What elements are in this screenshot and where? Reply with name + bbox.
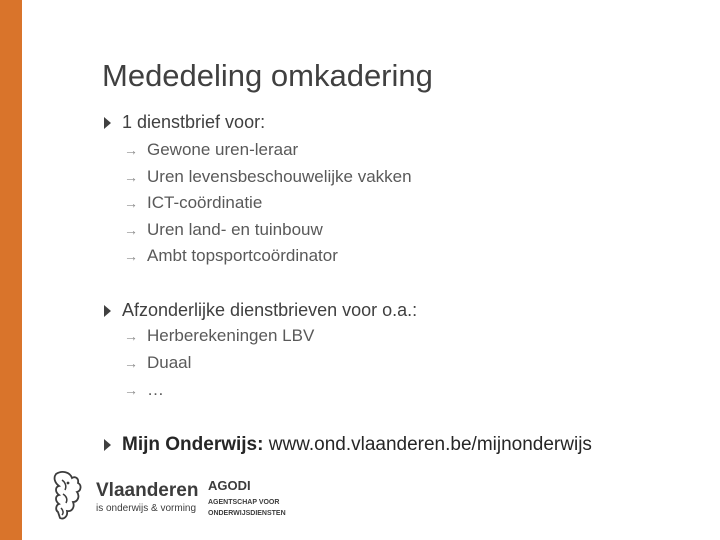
list-item	[124, 380, 164, 400]
flemish-lion-icon	[48, 468, 88, 524]
bullet-mijn-onderwijs	[104, 434, 592, 456]
vlaanderen-tagline: is onderwijs & vorming	[96, 503, 197, 514]
bullet-bold-label: Mijn Onderwijs:	[122, 434, 264, 455]
list-item	[124, 167, 412, 187]
agodi-line: ONDERWIJSDIENSTEN	[208, 510, 286, 517]
arrow-icon: →	[124, 382, 138, 398]
arrow-icon: →	[124, 328, 138, 344]
arrow-icon: →	[124, 222, 138, 238]
footer-logos	[48, 468, 298, 524]
vlaanderen-logo-text: Vlaanderen	[96, 480, 199, 501]
arrow-icon: →	[124, 169, 138, 185]
bullet-dienstbrief	[104, 112, 265, 133]
subitem-text: Gewone uren-leraar	[147, 140, 299, 159]
list-item	[124, 246, 338, 266]
arrow-icon: →	[124, 248, 138, 264]
slide-title: Mededeling omkadering	[102, 58, 433, 93]
subitem-text: Uren land- en tuinbouw	[147, 220, 323, 239]
bullet-triangle-icon	[104, 117, 111, 129]
bullet-text: 1 dienstbrief voor:	[122, 112, 266, 132]
subitem-text: Uren levensbeschouwelijke vakken	[147, 167, 412, 186]
subitem-text: Herberekeningen LBV	[147, 326, 315, 345]
accent-sidebar	[0, 0, 22, 540]
subitem-text: Duaal	[147, 353, 192, 372]
list-item	[124, 326, 314, 346]
list-item	[124, 140, 298, 160]
arrow-icon: →	[124, 355, 138, 371]
subitem-text: ICT-coördinatie	[147, 193, 263, 212]
bullet-afzonderlijke	[104, 300, 417, 321]
agodi-line: AGENTSCHAP VOOR	[208, 499, 280, 506]
bullet-text: Afzonderlijke dienstbrieven voor o.a.:	[122, 300, 418, 320]
agodi-subtitle	[208, 497, 298, 519]
mijnonderwijs-link[interactable]: www.ond.vlaanderen.be/mijnonderwijs	[268, 434, 592, 455]
subitem-text: …	[147, 380, 164, 399]
list-item	[124, 220, 323, 240]
arrow-icon: →	[124, 142, 138, 158]
subitem-text: Ambt topsportcoördinator	[147, 246, 338, 265]
agodi-logo-text: AGODI	[208, 478, 251, 493]
arrow-icon: →	[124, 195, 138, 211]
list-item	[124, 353, 191, 373]
bullet-triangle-icon	[104, 305, 111, 317]
bullet-triangle-icon	[104, 439, 111, 451]
list-item	[124, 193, 262, 213]
